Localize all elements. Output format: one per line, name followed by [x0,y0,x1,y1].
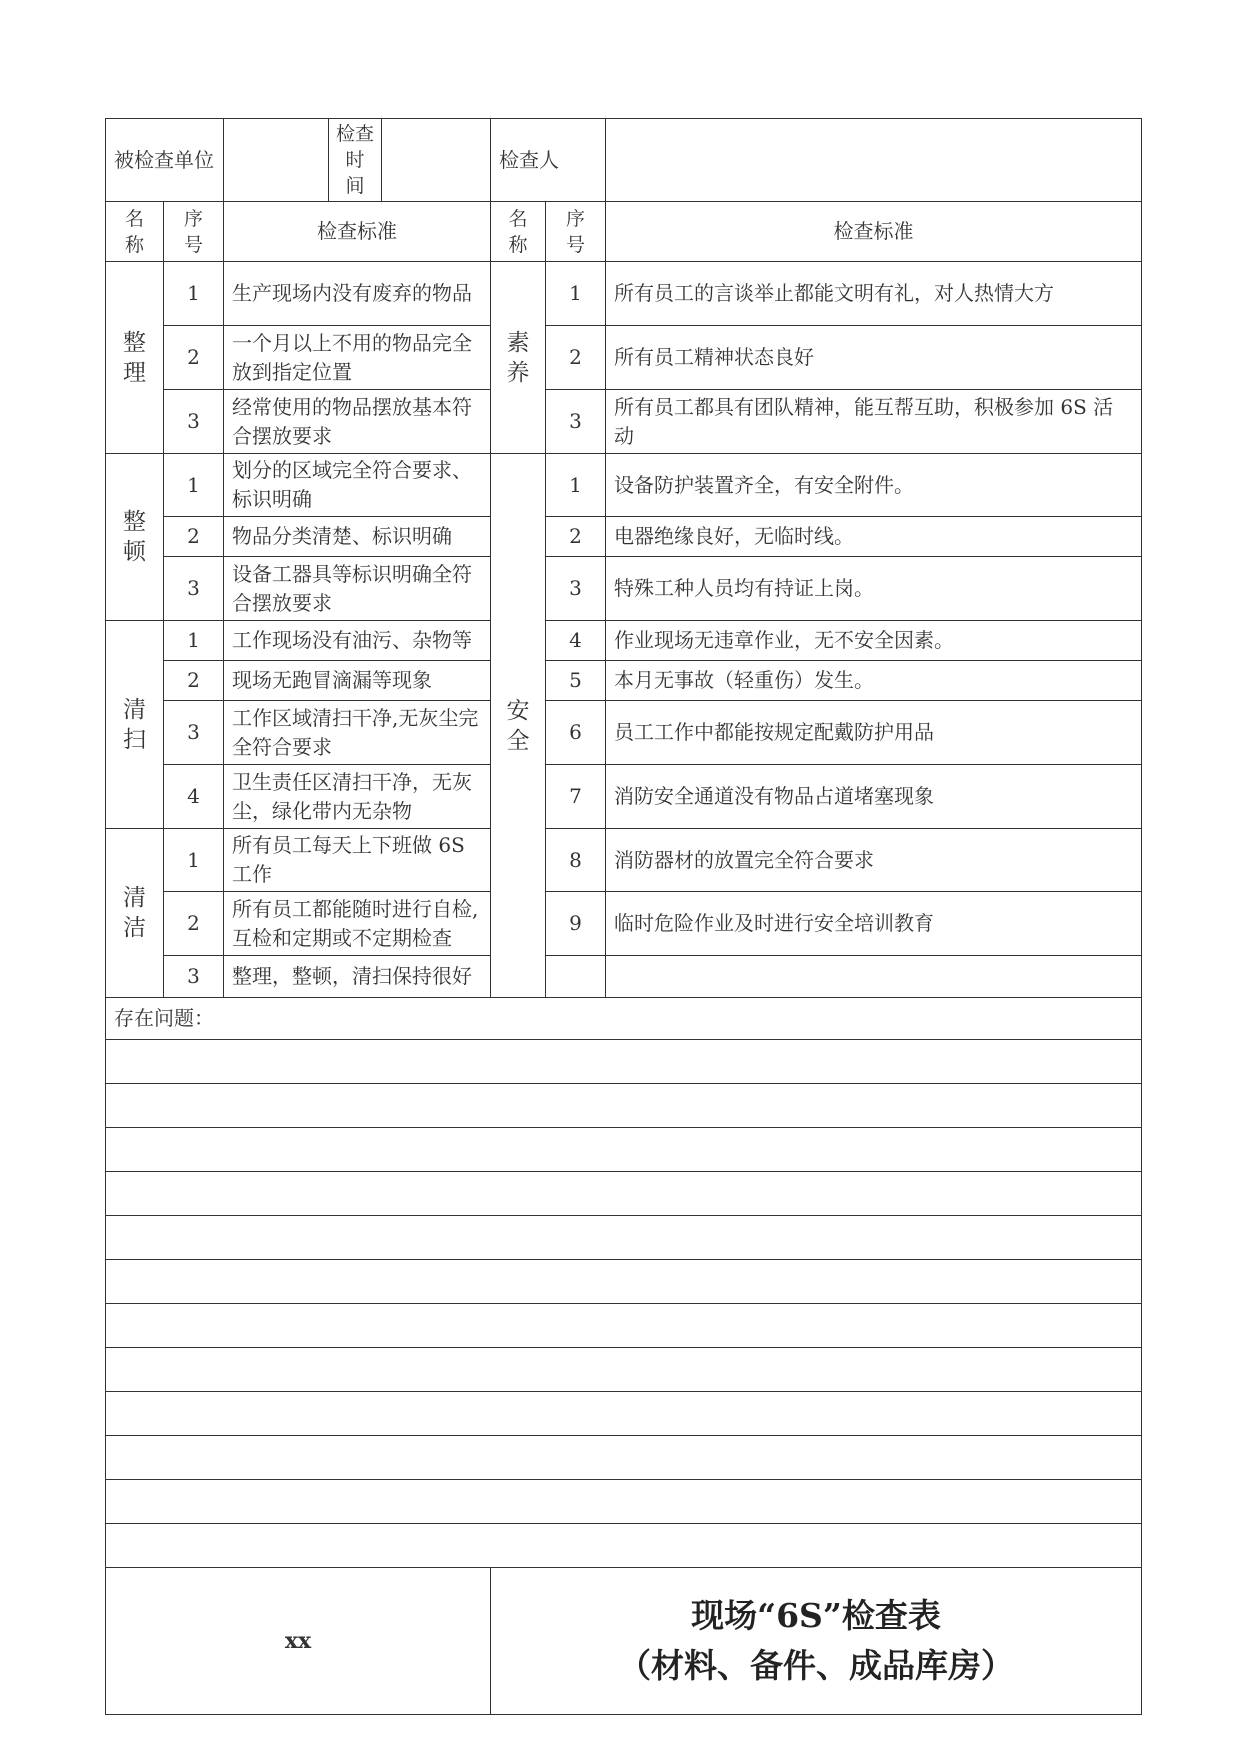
standard-cell: 物品分类清楚、标识明确 [224,517,491,557]
header-row [106,119,1142,202]
problem-line[interactable] [106,1040,1142,1084]
seq-cell: 2 [164,661,224,701]
standard-cell: 设备工器具等标识明确全符合摆放要求 [224,557,491,621]
standard-cell: 本月无事故（轻重伤）发生。 [606,661,1142,701]
seq-cell: 1 [164,829,224,892]
inspector-value-field[interactable] [606,119,1142,202]
seq-cell: 3 [164,390,224,454]
standard-cell: 一个月以上不用的物品完全放到指定位置 [224,326,491,390]
table-row [106,765,1142,829]
inspector-label: 检查人 [491,119,606,202]
seq-cell: 2 [164,517,224,557]
standard-cell: 生产现场内没有废弃的物品 [224,262,491,326]
problems-label: 存在问题： [106,998,1142,1040]
form-title: 现场“6S”检查表 （材料、备件、成品库房） [491,1568,1142,1715]
category-zhengdun: 整 顿 [106,454,164,621]
seq-cell: 5 [546,661,606,701]
category-anquan: 安 全 [491,454,546,998]
time-value-field[interactable] [382,119,491,202]
seq-cell: 4 [546,621,606,661]
seq-cell: 3 [164,557,224,621]
standard-cell: 整理，整顿，清扫保持很好 [224,956,491,998]
footer-company: xx [106,1568,491,1715]
standard-cell: 作业现场无违章作业，无不安全因素。 [606,621,1142,661]
seq-header-left: 序 号 [164,202,224,262]
empty-cell [606,956,1142,998]
seq-cell: 2 [164,326,224,390]
standard-cell: 工作区域清扫干净,无灰尘完全符合要求 [224,701,491,765]
standard-header-left: 检查标准 [224,202,491,262]
standard-cell: 所有员工都能随时进行自检,互检和定期或不定期检查 [224,892,491,956]
problem-line[interactable] [106,1172,1142,1216]
table-row [106,326,1142,390]
unit-label: 被检查单位 [106,119,224,202]
problem-line[interactable] [106,1480,1142,1524]
seq-cell: 1 [164,621,224,661]
seq-cell: 2 [164,892,224,956]
problem-line[interactable] [106,1392,1142,1436]
time-label: 检查时 间 [329,119,382,202]
standard-cell: 消防安全通道没有物品占道堵塞现象 [606,765,1142,829]
problem-line[interactable] [106,1524,1142,1568]
table-row [106,701,1142,765]
footer-row [106,1568,1142,1715]
unit-value-field[interactable] [224,119,329,202]
category-qingjie: 清 洁 [106,829,164,998]
name-header-left: 名 称 [106,202,164,262]
problem-line[interactable] [106,1436,1142,1480]
seq-cell: 2 [546,517,606,557]
category-qingsao: 清 扫 [106,621,164,829]
table-row [106,557,1142,621]
inspection-table [105,118,1142,1715]
table-row [106,892,1142,956]
name-header-right: 名 称 [491,202,546,262]
seq-cell: 4 [164,765,224,829]
standard-cell: 特殊工种人员均有持证上岗。 [606,557,1142,621]
inspection-form [105,118,1141,1715]
table-row [106,661,1142,701]
problem-line[interactable] [106,1084,1142,1128]
seq-header-right: 序 号 [546,202,606,262]
standard-cell: 设备防护装置齐全，有安全附件。 [606,454,1142,517]
problem-line[interactable] [106,1128,1142,1172]
standard-cell: 所有员工的言谈举止都能文明有礼，对人热情大方 [606,262,1142,326]
seq-cell: 1 [546,262,606,326]
standard-cell: 临时危险作业及时进行安全培训教育 [606,892,1142,956]
column-header-row [106,202,1142,262]
seq-cell: 1 [164,262,224,326]
seq-cell: 6 [546,701,606,765]
problem-line[interactable] [106,1348,1142,1392]
problem-line[interactable] [106,1260,1142,1304]
table-row [106,517,1142,557]
seq-cell: 8 [546,829,606,892]
seq-cell: 9 [546,892,606,956]
category-suyang: 素 养 [491,262,546,454]
standard-cell: 所有员工都具有团队精神，能互帮互助，积极参加 6S 活动 [606,390,1142,454]
problem-line[interactable] [106,1216,1142,1260]
standard-cell: 所有员工每天上下班做 6S 工作 [224,829,491,892]
seq-cell: 3 [164,956,224,998]
table-row [106,829,1142,892]
category-zhengli: 整 理 [106,262,164,454]
table-row [106,621,1142,661]
standard-cell: 所有员工精神状态良好 [606,326,1142,390]
standard-cell: 电器绝缘良好，无临时线。 [606,517,1142,557]
seq-cell: 3 [546,390,606,454]
standard-cell: 工作现场没有油污、杂物等 [224,621,491,661]
standard-cell: 划分的区域完全符合要求、标识明确 [224,454,491,517]
table-row [106,956,1142,998]
standard-cell: 卫生责任区清扫干净，无灰尘，绿化带内无杂物 [224,765,491,829]
seq-cell: 2 [546,326,606,390]
problems-row [106,998,1142,1040]
empty-cell [546,956,606,998]
seq-cell: 7 [546,765,606,829]
standard-cell: 现场无跑冒滴漏等现象 [224,661,491,701]
seq-cell: 3 [546,557,606,621]
seq-cell: 3 [164,701,224,765]
problem-line[interactable] [106,1304,1142,1348]
seq-cell: 1 [546,454,606,517]
standard-cell: 员工工作中都能按规定配戴防护用品 [606,701,1142,765]
table-row [106,390,1142,454]
standard-cell: 经常使用的物品摆放基本符合摆放要求 [224,390,491,454]
standard-header-right: 检查标准 [606,202,1142,262]
table-row [106,262,1142,326]
standard-cell: 消防器材的放置完全符合要求 [606,829,1142,892]
table-row [106,454,1142,517]
seq-cell: 1 [164,454,224,517]
